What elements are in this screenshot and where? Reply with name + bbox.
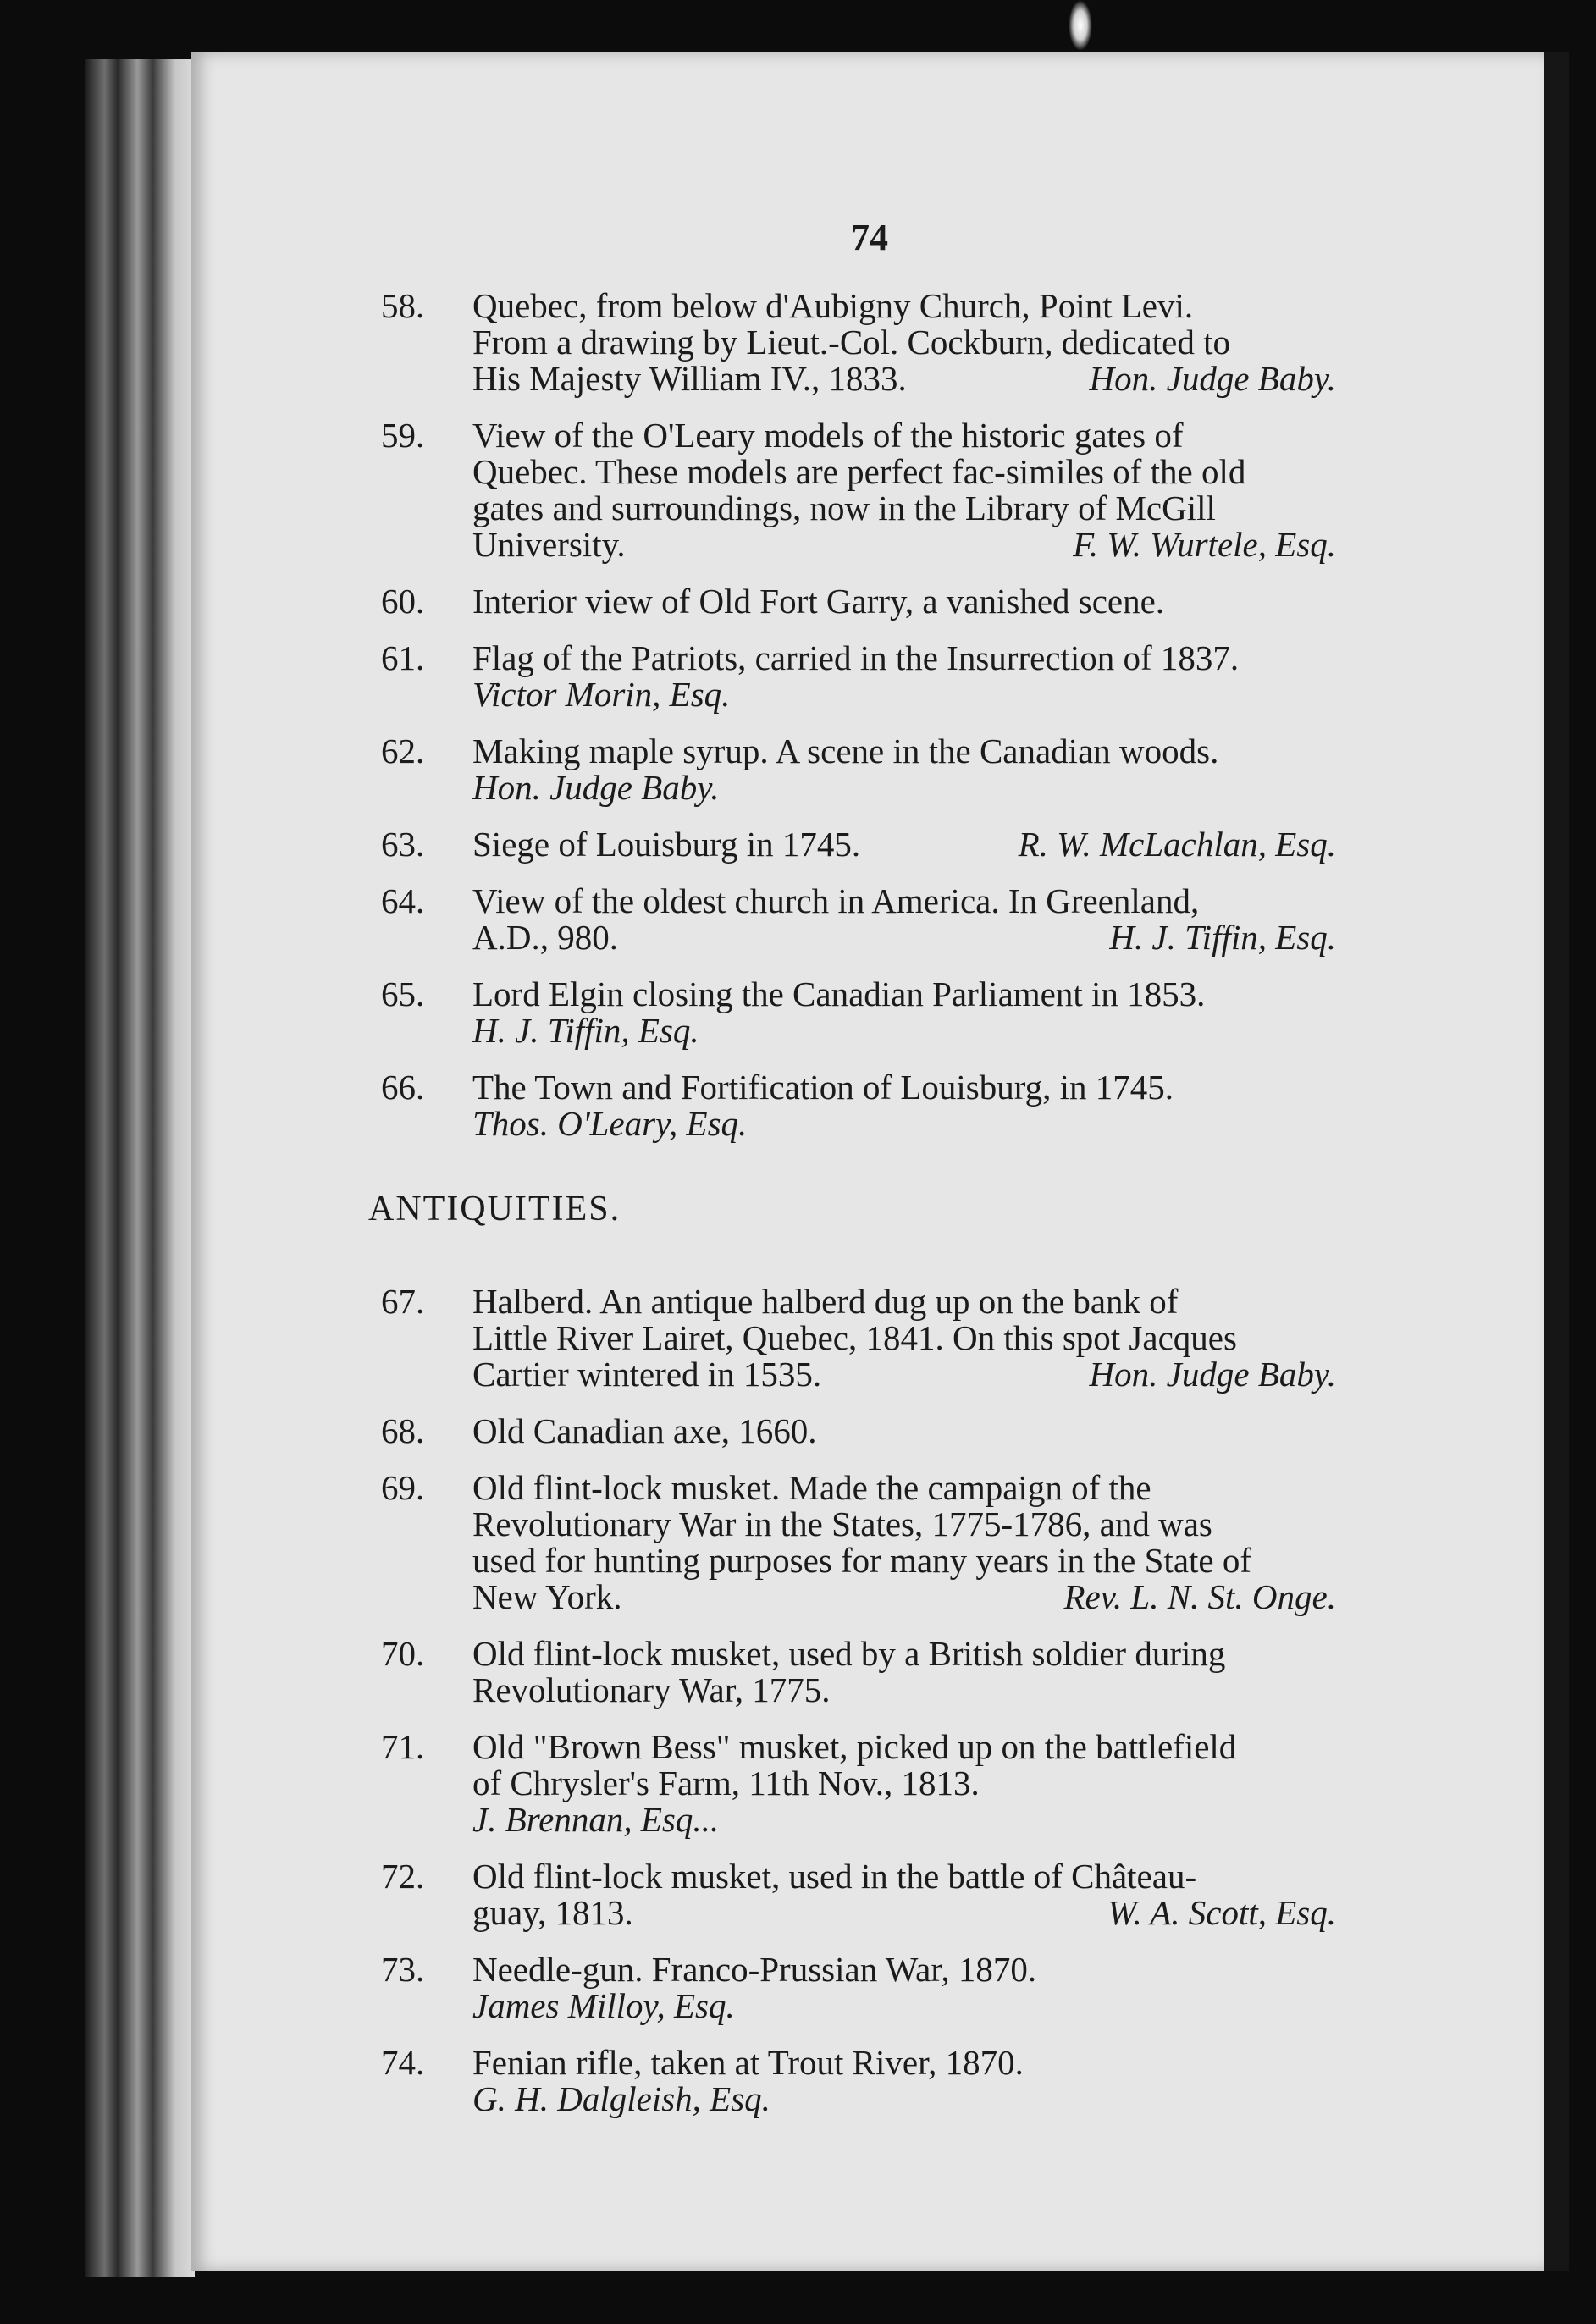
- entry-line: Old Canadian axe, 1660.: [472, 1411, 817, 1450]
- entry-description: [472, 1069, 1370, 1142]
- catalogue-entry: [381, 1951, 1372, 2024]
- donor-name: Rev. L. N. St. Onge.: [1063, 1577, 1336, 1616]
- entry-list-antiquities: [381, 1283, 1372, 2117]
- entry-number: 64.: [381, 881, 425, 920]
- entry-line: From a drawing by Lieut.-Col. Cockburn, dedicated to: [472, 323, 1230, 362]
- entry-line-text: A.D., 980.: [472, 918, 618, 957]
- donor-name: Hon. Judge Baby.: [472, 768, 720, 807]
- entry-line: used for hunting purposes for many years in the State of: [472, 1541, 1252, 1580]
- entry-description: [472, 1858, 1370, 1931]
- entry-description: [472, 1283, 1370, 1393]
- entry-description: [472, 417, 1370, 563]
- catalogue-entry: [381, 976, 1372, 1049]
- catalogue-content: [368, 286, 1372, 2138]
- catalogue-entry: [381, 1069, 1372, 1142]
- donor-name: H. J. Tiffin, Esq.: [1109, 918, 1336, 957]
- entry-line: Lord Elgin closing the Canadian Parliament in 1853.: [472, 974, 1206, 1013]
- entry-description: [472, 883, 1370, 956]
- entry-line: Little River Lairet, Quebec, 1841. On this spot Jacques: [472, 1318, 1237, 1357]
- entry-description: [472, 288, 1370, 397]
- entry-description: [472, 826, 1370, 863]
- entry-line: gates and surroundings, now in the Library of McGill: [472, 489, 1216, 527]
- entry-line: View of the O'Leary models of the historic gates of: [472, 416, 1184, 455]
- entry-line-text: Cartier wintered in 1535.: [472, 1355, 822, 1394]
- entry-line: Revolutionary War, 1775.: [472, 1670, 831, 1709]
- catalogue-entry: [381, 2045, 1372, 2117]
- entry-line: Old flint-lock musket. Made the campaign of the: [472, 1468, 1151, 1507]
- entry-line: [472, 1356, 1370, 1393]
- donor-name: F. W. Wurtele, Esq.: [1073, 525, 1336, 564]
- entry-number: 59.: [381, 416, 425, 455]
- entry-number: 58.: [381, 286, 425, 325]
- entry-line: Making maple syrup. A scene in the Canadian woods.: [472, 731, 1219, 770]
- entry-number: 69.: [381, 1468, 425, 1507]
- entry-number: 73.: [381, 1950, 425, 1989]
- catalogue-entry: [381, 1858, 1372, 1931]
- donor-name: James Milloy, Esq.: [472, 1986, 735, 2025]
- entry-line: Old flint-lock musket, used by a British soldier during: [472, 1634, 1226, 1673]
- entry-line: Old flint-lock musket, used in the battle of Château-: [472, 1857, 1197, 1896]
- entry-line: The Town and Fortification of Louisburg, in 1745.: [472, 1068, 1174, 1107]
- entry-line: Interior view of Old Fort Garry, a vanished scene.: [472, 582, 1165, 621]
- entry-number: 65.: [381, 974, 425, 1013]
- page-number: 74: [851, 217, 888, 258]
- entry-number: 74.: [381, 2043, 425, 2082]
- entry-number: 61.: [381, 638, 425, 677]
- entry-number: 60.: [381, 582, 425, 621]
- entry-number: 72.: [381, 1857, 425, 1896]
- page-edge: [1544, 52, 1569, 2271]
- entry-line: Flag of the Patriots, carried in the Insurrection of 1837.: [472, 638, 1240, 677]
- book-binding: [85, 59, 195, 2277]
- donor-name: H. J. Tiffin, Esq.: [472, 1011, 699, 1050]
- catalogue-entry: [381, 826, 1372, 863]
- entry-number: 68.: [381, 1411, 425, 1450]
- catalogue-entry: [381, 583, 1372, 620]
- entry-line: Revolutionary War in the States, 1775-1786, and was: [472, 1504, 1212, 1543]
- donor-name: J. Brennan, Esq...: [472, 1800, 720, 1839]
- donor-name: R. W. McLachlan, Esq.: [1018, 825, 1336, 864]
- entry-number: 71.: [381, 1727, 425, 1766]
- catalogue-entry: [381, 640, 1372, 713]
- entry-description: [472, 1470, 1370, 1615]
- entry-description: [472, 733, 1370, 806]
- entry-line: [472, 919, 1370, 956]
- entry-description: [472, 2045, 1370, 2117]
- entry-number: 70.: [381, 1634, 425, 1673]
- catalogue-entry: [381, 288, 1372, 397]
- entry-line: Quebec. These models are perfect fac-similes of the old: [472, 452, 1246, 491]
- entry-line-text: Siege of Louisburg in 1745.: [472, 825, 861, 864]
- catalogue-entry: [381, 1470, 1372, 1615]
- entry-line: of Chrysler's Farm, 11th Nov., 1813.: [472, 1764, 980, 1802]
- entry-line: Needle-gun. Franco-Prussian War, 1870.: [472, 1950, 1037, 1989]
- entry-line-text: His Majesty William IV., 1833.: [472, 359, 907, 398]
- entry-number: 67.: [381, 1282, 425, 1321]
- donor-name: Hon. Judge Baby.: [1089, 359, 1336, 398]
- catalogue-entry: [381, 733, 1372, 806]
- entry-line: [472, 361, 1370, 397]
- donor-name: Thos. O'Leary, Esq.: [472, 1104, 748, 1143]
- donor-name: Victor Morin, Esq.: [472, 675, 731, 714]
- entry-list-pictures: [381, 288, 1372, 1142]
- catalogue-entry: [381, 1413, 1372, 1449]
- donor-name: Hon. Judge Baby.: [1089, 1355, 1336, 1394]
- catalogue-entry: [381, 883, 1372, 956]
- entry-line: [472, 826, 1370, 863]
- scan-artifact: [1069, 0, 1092, 51]
- entry-line-text: University.: [472, 525, 626, 564]
- entry-description: [472, 1636, 1370, 1708]
- entry-description: [472, 976, 1370, 1049]
- entry-description: [472, 583, 1370, 620]
- entry-line: Quebec, from below d'Aubigny Church, Point Levi.: [472, 286, 1194, 325]
- entry-line: [472, 527, 1370, 563]
- entry-line: View of the oldest church in America. In Greenland,: [472, 881, 1200, 920]
- entry-description: [472, 640, 1370, 713]
- entry-description: [472, 1413, 1370, 1449]
- entry-line: Old "Brown Bess" musket, picked up on the battlefield: [472, 1727, 1237, 1766]
- donor-name: G. H. Dalgleish, Esq.: [472, 2079, 770, 2118]
- entry-description: [472, 1729, 1370, 1838]
- catalogue-entry: [381, 1729, 1372, 1838]
- entry-line: Fenian rifle, taken at Trout River, 1870.: [472, 2043, 1024, 2082]
- entry-line-text: guay, 1813.: [472, 1893, 633, 1932]
- entry-number: 66.: [381, 1068, 425, 1107]
- entry-number: 63.: [381, 825, 425, 864]
- catalogue-entry: [381, 1636, 1372, 1708]
- entry-description: [472, 1951, 1370, 2024]
- entry-line: [472, 1579, 1370, 1615]
- entry-line: [472, 1895, 1370, 1931]
- entry-number: 62.: [381, 731, 425, 770]
- section-heading: ANTIQUITIES.: [368, 1190, 621, 1228]
- catalogue-entry: [381, 1283, 1372, 1393]
- entry-line: Halberd. An antique halberd dug up on the bank of: [472, 1282, 1179, 1321]
- donor-name: W. A. Scott, Esq.: [1107, 1893, 1336, 1932]
- entry-line-text: New York.: [472, 1577, 622, 1616]
- catalogue-entry: [381, 417, 1372, 563]
